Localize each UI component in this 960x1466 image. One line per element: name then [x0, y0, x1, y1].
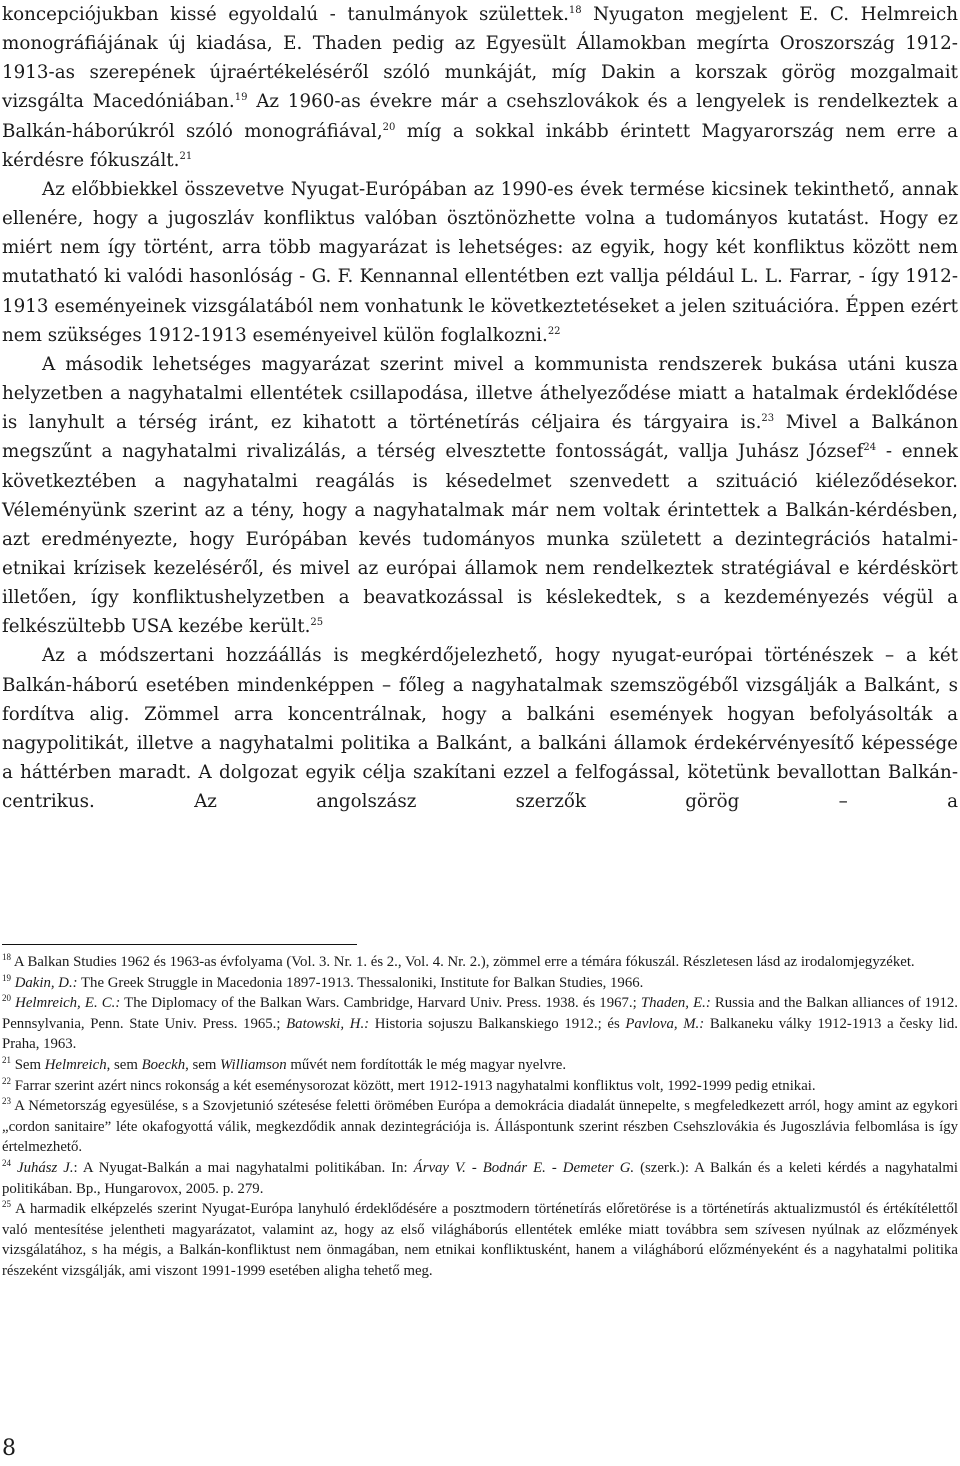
- footnote-author: Juhász J.: [17, 1159, 74, 1176]
- paragraph-3: [2, 350, 958, 642]
- footnote-ref[interactable]: 21: [179, 150, 193, 162]
- text-run: Az 1960-as évekre már a csehszlovákok és a lengyelek is rendelkeztek a Balkán-háborúkról szóló monográfiával,: [2, 91, 958, 142]
- footnote-ref[interactable]: 18: [568, 4, 582, 16]
- text-run: Az a módszertani hozzáállás is megkérdőjelezhető, hogy nyugat-európai történészek – a két Balkán-háború esetében mindenképpen – főleg a nagyhatalmak szemszögéből vizsgálják a Balkánt, s fordítva alig. Zömmel arra koncentrálnak, hogy a balkáni események hogyan befolyásolták a nagypolitikát, illetve a nagyhatalmi politika a Balkánt, a balkáni államok érdekérvényesítő képessége a háttérben maradt. A dolgozat egyik célja szakítani ezzel a felfogással, kötetünk bevallottan Balkán-centrikus. Az angolszász szerzők görög – a: [2, 645, 958, 813]
- footnote-text: Russia and the Balkan alliances of 1912. Pennsylvania, Penn. State Univ. Press. 1965.;: [2, 995, 958, 1032]
- footnote-text: művét nem fordították le még magyar nyelvre.: [286, 1056, 567, 1073]
- footnote-text: Historia sojuszu Balkanskiego 1912.; és: [369, 1015, 626, 1032]
- footnote-author: Batowski, H.:: [286, 1015, 370, 1032]
- footnote-author: Pavlova, M.:: [625, 1015, 705, 1032]
- footnote-text: The Greek Struggle in Macedonia 1897-1913. Thessaloniki, Institute for Balkan Studies, 1966.: [77, 974, 644, 991]
- text-run: koncepciójukban kissé egyoldalú - tanulmányok születtek.: [2, 4, 569, 25]
- footnote-text: Farrar szerint azért nincs rokonság a két eseménysorozat között, mert 1912-1913 nagyhatalmi konfliktus volt, 1992-1999 pedig etnikai.: [14, 1077, 816, 1094]
- footnotes: [2, 952, 958, 1282]
- footnote-number: 18: [2, 952, 11, 963]
- footnote-separator: [2, 944, 357, 945]
- footnote-21: [2, 1055, 958, 1076]
- footnote-author: Árvay V. - Bodnár E. - Demeter G.: [413, 1159, 635, 1176]
- footnote-author: Thaden, E.:: [640, 995, 711, 1012]
- footnote-text: A harmadik elképzelés szerint Nyugat-Európa lanyhuló érdeklődésére a posztmodern történetírás előretörése is a történetírás aktualizmustól és értékítélettől való mentesítése jelentheti magyarázatot, valamint az, hogy az első világháborús ellentétek emléke miatt továbbra sem szívesen nyúlnak az előzmények vizsgálatához, s ha mégis, a Balkán-konfliktust nem önmagában, nem etnikai konfliktusként, hanem a világháború előzményeként és a nagyhatalmi politika részeként vizsgálják, ami viszont 1991-1999 esetében aligha tehető meg.: [2, 1201, 958, 1279]
- text-run: Az előbbiekkel összevetve Nyugat-Európában az 1990-es évek termése kicsinek tekinthető, annak ellenére, hogy a jugoszláv konfliktus valóban ösztönözhette volna a tudományos kutatást. Hogy ez miért nem így történt, arra több magyarázat is lehetséges: az egyik, hogy két konfliktus között nem mutatható ki valódi hasonlóság - G. F. Kennannal ellentétben ezt vallja például L. L. Farrar, - így 1912-1913 eseményeinek vizsgálatából nem vonhatunk le következtetéseket a jelen szituációra. Éppen ezért nem szükséges 1912-1913 eseményeivel külön foglalkozni.: [2, 178, 958, 346]
- footnote-number: 24: [2, 1158, 11, 1169]
- footnote-text: Balkaneku války 1912-1913 a česky lid. Praha, 1963.: [2, 1015, 958, 1053]
- footnote-author: Williamson: [220, 1056, 287, 1073]
- footnote-ref[interactable]: 24: [863, 442, 877, 454]
- footnote-text: The Diplomacy of the Balkan Wars. Cambridge, Harvard Univ. Press. 1938. és 1967.;: [120, 995, 641, 1012]
- footnote-text: A Németország egyesülése, s a Szovjetunió szétesése feletti örömében Európa a demokrácia diadalát ünnepelte, s megfeledkezett arról, hogy amint az egykori „cordon sanitaire” léte okafogyottá válik, megkezdődik annak dezintegrációja is. Álláspontunk szerint részben Csehszlovákia és Jugoszlávia felbomlása is így értelmezhető.: [2, 1098, 958, 1156]
- footnote-23: [2, 1096, 958, 1158]
- footnote-ref[interactable]: 19: [234, 92, 248, 104]
- footnote-ref[interactable]: 20: [382, 121, 396, 133]
- footnote-ref[interactable]: 22: [547, 325, 561, 337]
- footnote-number: 21: [2, 1055, 11, 1066]
- footnote-text: : A Nyugat-Balkán a mai nagyhatalmi politikában. In:: [73, 1159, 414, 1176]
- footnote-number: 23: [2, 1096, 11, 1107]
- footnote-number: 19: [2, 972, 11, 983]
- page-number: 8: [2, 1436, 16, 1461]
- footnote-24: [2, 1158, 958, 1199]
- footnote-22: [2, 1076, 958, 1097]
- footnote-author: Boeckh: [141, 1056, 186, 1073]
- footnote-ref[interactable]: 23: [761, 413, 775, 425]
- text-run: Mivel a Balkánon megszűnt a nagyhatalmi rivalizálás, a térség elvesztette fontosságát, vallja Juhász József: [2, 412, 958, 463]
- footnote-text: , sem: [106, 1056, 142, 1073]
- text-run: míg a sokkal inkább érintett Magyarország nem erre a kérdésre fókuszált.: [2, 120, 959, 171]
- footnote-20: [2, 993, 958, 1055]
- footnote-number: 25: [2, 1199, 11, 1210]
- paragraph-1: [2, 0, 958, 175]
- footnote-text: A Balkan Studies 1962 és 1963-as évfolyama (Vol. 3. Nr. 1. és 2., Vol. 4. Nr. 2.), zömmel erre a témára fókuszál. Részletesen lásd az irodalomjegyzéket.: [13, 954, 915, 970]
- footnote-25: [2, 1199, 958, 1281]
- footnote-author: Helmreich: [44, 1056, 107, 1073]
- footnote-author: Dakin, D.:: [14, 974, 78, 991]
- footnote-text: , sem: [185, 1056, 221, 1073]
- paragraph-4: [2, 641, 958, 816]
- text-run: Nyugaton megjelent E. C. Helmreich monográfiájának új kiadása, E. Thaden pedig az Egyesült Államokban megírta Oroszország 1912-1913-as szerepének újraértékeléséről szóló munkáját, míg Dakin a korszak görög mozgalmait vizsgálta Macedóniában.: [2, 4, 958, 113]
- footnote-number: 22: [2, 1075, 11, 1086]
- footnote-18: [2, 952, 958, 973]
- footnote-number: 20: [2, 993, 11, 1004]
- main-text: [2, 0, 958, 816]
- text-run: - ennek következtében a nagyhatalmi reagálás is késedelmet szenvedett a szituáció kiéleződésekor. Véleményünk szerint az a tény, hogy a nagyhatalmak már nem voltak érintettek a Balkán-kérdésben, azt eredményezte, hogy Európában kevés tudományos munka született a dezintegrációs hatalmi-etnikai krízisek kezeléséről, és mivel az európai államok nem rendelkeztek stratégiával e kérdéskört illetően, így konfliktushelyzetben a beavatkozással is késlekedtek, s a kezdeményezés végül a felkészültebb USA kezébe került.: [2, 441, 958, 638]
- footnote-19: [2, 973, 958, 994]
- footnote-author: Helmreich, E. C.:: [15, 995, 121, 1012]
- footnote-text: (szerk.): A Balkán és a keleti kérdés a nagyhatalmi politikában. Bp., Hungarovox, 2005. p. 279.: [2, 1159, 958, 1197]
- footnote-text: Sem: [14, 1056, 45, 1073]
- paragraph-2: [2, 175, 958, 350]
- text-run: A második lehetséges magyarázat szerint mivel a kommunista rendszerek bukása utáni kusza helyzetben a nagyhatalmi ellentétek csillapodása, illetve áthelyeződése miatt a hatalmak érdeklődése is lanyhult a térség iránt, ez kihatott a történetírás céljaira és tárgyaira is.: [2, 353, 958, 434]
- footnote-ref[interactable]: 25: [310, 617, 324, 629]
